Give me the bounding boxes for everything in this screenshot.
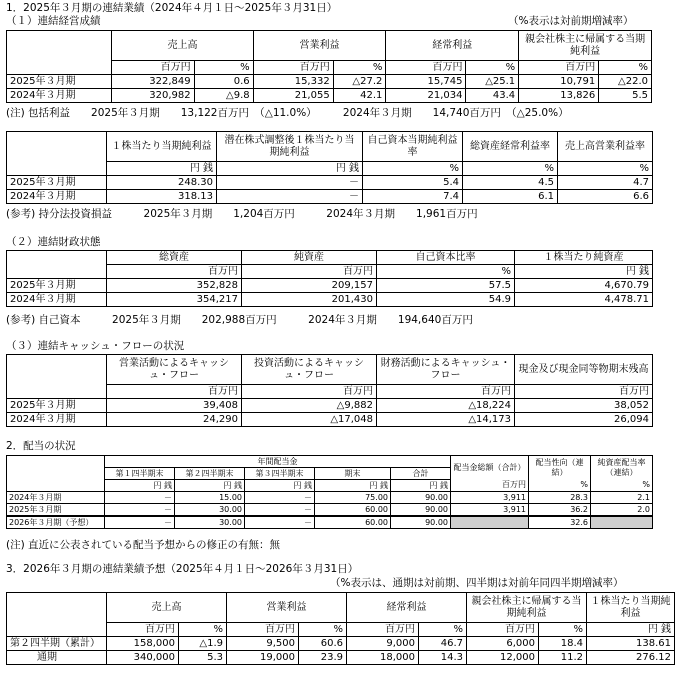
th-payout: 配当性向（連結） <box>529 456 591 480</box>
unit: % <box>591 480 653 492</box>
row-label: 2024年３月期 <box>7 89 112 103</box>
unit: % <box>539 623 587 637</box>
cell: － <box>217 176 363 190</box>
th-fin-cf: 財務活動によるキャッシュ・フロー <box>377 355 515 385</box>
row-label: 2025年３月期 <box>7 176 107 190</box>
cell-shaded <box>451 516 529 529</box>
section1-t2-note: (参考) 持分法投資損益 2025年３月期 1,204百万円 2024年３月期 1,961百万円 <box>6 208 478 220</box>
cell: 23.9 <box>299 651 347 665</box>
section4-title: 2．配当の状況 <box>6 440 76 452</box>
cell: 18,000 <box>347 651 419 665</box>
table-row <box>7 89 652 103</box>
th-roa: 総資産経常利益率 <box>463 132 558 162</box>
th-bps: １株当たり純資産 <box>515 251 653 265</box>
th-sales: 売上高 <box>107 593 227 623</box>
cell: 158,000 <box>107 637 179 651</box>
row-label: 2024年３月期 <box>7 413 107 427</box>
row-label: 2024年３月期 <box>7 293 107 307</box>
row-label: 2025年３月期 <box>7 399 107 413</box>
table-row <box>7 516 653 529</box>
section2-note: (参考) 自己資本 2025年３月期 202,988百万円 2024年３月期 194,640百万円 <box>6 314 473 326</box>
unit: 百万円 <box>242 385 377 399</box>
cell: － <box>105 492 175 504</box>
unit: 百万円 <box>347 623 419 637</box>
cell: 54.9 <box>377 293 515 307</box>
table-row <box>7 293 653 307</box>
cell: △18,224 <box>377 399 515 413</box>
unit: % <box>558 162 653 176</box>
cell: △14,173 <box>377 413 515 427</box>
table-row <box>7 504 653 517</box>
unit: 百万円 <box>467 623 539 637</box>
cell: 30.00 <box>175 516 245 529</box>
cell: 90.00 <box>391 492 451 504</box>
table-row <box>7 651 675 665</box>
table-row <box>7 176 653 190</box>
th-year-end: 期末 <box>315 468 391 480</box>
th-assets: 総資産 <box>107 251 242 265</box>
cell: 18.4 <box>539 637 587 651</box>
th-ord: 経常利益 <box>386 31 519 61</box>
unit: 円 銭 <box>245 480 315 492</box>
cell: － <box>105 516 175 529</box>
unit: 百万円 <box>107 623 179 637</box>
unit: 百万円 <box>515 385 653 399</box>
unit: 円 銭 <box>105 480 175 492</box>
unit: 百万円 <box>107 385 242 399</box>
unit: % <box>299 623 347 637</box>
section2-sub: （２）連結財政状態 <box>6 236 101 248</box>
cell: △9,882 <box>242 399 377 413</box>
cell: 36.2 <box>529 504 591 517</box>
section5-note-right: （%表示は、通期は対前期、四半期は対前年同四半期増減率） <box>330 577 624 589</box>
cell: △1.9 <box>179 637 227 651</box>
unit: 百万円 <box>451 480 529 492</box>
cell: 4,478.71 <box>515 293 653 307</box>
cell: 322,849 <box>112 75 194 89</box>
cell: 352,828 <box>107 279 242 293</box>
table-forecast <box>6 592 675 665</box>
cell: － <box>245 504 315 517</box>
unit: 百万円 <box>112 61 194 75</box>
th-q1: 第１四半期末 <box>105 468 175 480</box>
cell: 13,826 <box>519 89 599 103</box>
th-equity-ratio: 自己資本比率 <box>377 251 515 265</box>
cell: 340,000 <box>107 651 179 665</box>
th-q3: 第３四半期末 <box>245 468 315 480</box>
cell: 90.00 <box>391 516 451 529</box>
cell: 39,408 <box>107 399 242 413</box>
cell: － <box>217 190 363 204</box>
cell: 4.7 <box>558 176 653 190</box>
cell: 21,034 <box>386 89 466 103</box>
unit: 百万円 <box>519 61 599 75</box>
unit: % <box>333 61 386 75</box>
th-cash: 現金及び現金同等物期末残高 <box>515 355 653 385</box>
cell: 75.00 <box>315 492 391 504</box>
cell: 2.0 <box>591 504 653 517</box>
cell: 26,094 <box>515 413 653 427</box>
cell: 209,157 <box>242 279 377 293</box>
table-row <box>7 413 653 427</box>
table-row <box>7 279 653 293</box>
th-net-assets: 純資産 <box>242 251 377 265</box>
unit: 百万円 <box>377 385 515 399</box>
cell: △27.2 <box>333 75 386 89</box>
table-row <box>7 190 653 204</box>
cell: △9.8 <box>194 89 253 103</box>
table-per-share <box>6 131 653 204</box>
th-op-cf: 営業活動によるキャッシュ・フロー <box>107 355 242 385</box>
row-label: 2025年３月期 <box>7 75 112 89</box>
cell: 42.1 <box>333 89 386 103</box>
unit: % <box>529 480 591 492</box>
cell: 21,055 <box>253 89 333 103</box>
cell: 9,500 <box>227 637 299 651</box>
cell: 6.1 <box>463 190 558 204</box>
cell: 11.2 <box>539 651 587 665</box>
cell: 12,000 <box>467 651 539 665</box>
unit: 円 銭 <box>587 623 675 637</box>
cell: 7.4 <box>363 190 463 204</box>
cell: 3,911 <box>451 504 529 517</box>
cell: 9,000 <box>347 637 419 651</box>
cell: 201,430 <box>242 293 377 307</box>
th-div-total: 配当金総額（合計） <box>451 456 529 480</box>
table-cash-flow <box>6 354 653 427</box>
unit: 円 銭 <box>315 480 391 492</box>
cell: 354,217 <box>107 293 242 307</box>
unit: 円 銭 <box>391 480 451 492</box>
cell: 4.5 <box>463 176 558 190</box>
table-row <box>7 75 652 89</box>
unit: % <box>419 623 467 637</box>
cell-shaded <box>591 516 653 529</box>
cell: 19,000 <box>227 651 299 665</box>
cell: 318.13 <box>107 190 217 204</box>
cell: △22.0 <box>599 75 652 89</box>
section1-note-right: （%表示は対前期増減率） <box>508 15 634 27</box>
cell: 5.3 <box>179 651 227 665</box>
cell: 24,290 <box>107 413 242 427</box>
cell: 5.4 <box>363 176 463 190</box>
section1-title: 1．2025年３月期の連結業績（2024年４月１日～2025年３月31日） <box>6 2 338 14</box>
th-eps: １株当たり当期純利益 <box>107 132 217 162</box>
cell: 15,745 <box>386 75 466 89</box>
row-label: 2025年３月期 <box>7 279 107 293</box>
table-dividends <box>6 455 653 529</box>
th-diluted-eps: 潜在株式調整後１株当たり当期純利益 <box>217 132 363 162</box>
cell: 138.61 <box>587 637 675 651</box>
section5-title: 3．2026年３月期の連結業績予想（2025年４月１日～2026年３月31日） <box>6 563 359 575</box>
row-label: 2024年３月期 <box>7 492 105 504</box>
table-row <box>7 399 653 413</box>
cell: 28.3 <box>529 492 591 504</box>
th-net: 親会社株主に帰属する当期純利益 <box>519 31 652 61</box>
cell: － <box>245 492 315 504</box>
cell: 10,791 <box>519 75 599 89</box>
cell: 90.00 <box>391 504 451 517</box>
cell: 320,982 <box>112 89 194 103</box>
th-net: 親会社株主に帰属する当期純利益 <box>467 593 587 623</box>
cell: 46.7 <box>419 637 467 651</box>
table-row <box>7 492 653 504</box>
th-eps: １株当たり当期純利益 <box>587 593 675 623</box>
th-roe: 自己資本当期純利益率 <box>363 132 463 162</box>
th-inv-cf: 投資活動によるキャッシュ・フロー <box>242 355 377 385</box>
row-label: 第２四半期（累計） <box>7 637 107 651</box>
table-financial-position <box>6 250 653 307</box>
th-annual-dividend: 年間配当金 <box>105 456 451 468</box>
unit: % <box>363 162 463 176</box>
cell: 2.1 <box>591 492 653 504</box>
unit: 円 銭 <box>515 265 653 279</box>
unit: % <box>179 623 227 637</box>
section1-note: (注) 包括利益 2025年３月期 13,122百万円 （△11.0%） 2024年３月期 14,740百万円 （△25.0%） <box>6 107 569 119</box>
th-total: 合計 <box>391 468 451 480</box>
row-label: 2026年３月期（予想） <box>7 516 105 529</box>
cell: － <box>105 504 175 517</box>
section4-note: (注) 直近に公表されている配当予想からの修正の有無：無 <box>6 539 281 551</box>
th-doe: 純資産配当率（連結） <box>591 456 653 480</box>
section3-sub: （３）連結キャッシュ・フローの状況 <box>6 340 185 352</box>
unit: 円 銭 <box>217 162 363 176</box>
cell: 5.5 <box>599 89 652 103</box>
unit: % <box>466 61 519 75</box>
cell: 32.6 <box>529 516 591 529</box>
unit: 百万円 <box>107 265 242 279</box>
unit: 円 銭 <box>107 162 217 176</box>
table-results <box>6 30 652 103</box>
unit: % <box>194 61 253 75</box>
cell: 60.6 <box>299 637 347 651</box>
cell: 6.6 <box>558 190 653 204</box>
unit: 百万円 <box>253 61 333 75</box>
th-sales: 売上高 <box>112 31 253 61</box>
cell: 3,911 <box>451 492 529 504</box>
unit: 百万円 <box>242 265 377 279</box>
cell: 43.4 <box>466 89 519 103</box>
th-q2: 第２四半期末 <box>175 468 245 480</box>
cell: 60.00 <box>315 504 391 517</box>
section1-sub: （１）連結経営成績 <box>6 15 101 27</box>
cell: 30.00 <box>175 504 245 517</box>
unit: % <box>377 265 515 279</box>
th-ord: 経常利益 <box>347 593 467 623</box>
cell: 248.30 <box>107 176 217 190</box>
cell: 4,670.79 <box>515 279 653 293</box>
th-op: 営業利益 <box>253 31 386 61</box>
cell: － <box>245 516 315 529</box>
cell: 15,332 <box>253 75 333 89</box>
unit: 円 銭 <box>175 480 245 492</box>
unit: 百万円 <box>386 61 466 75</box>
cell: 60.00 <box>315 516 391 529</box>
cell: 276.12 <box>587 651 675 665</box>
cell: 38,052 <box>515 399 653 413</box>
unit: % <box>599 61 652 75</box>
table-row <box>7 637 675 651</box>
cell: 6,000 <box>467 637 539 651</box>
row-label: 2024年３月期 <box>7 190 107 204</box>
cell: 0.6 <box>194 75 253 89</box>
cell: 14.3 <box>419 651 467 665</box>
cell: △17,048 <box>242 413 377 427</box>
cell: 57.5 <box>377 279 515 293</box>
unit: % <box>463 162 558 176</box>
cell: △25.1 <box>466 75 519 89</box>
unit: 百万円 <box>227 623 299 637</box>
th-margin: 売上高営業利益率 <box>558 132 653 162</box>
cell: 15.00 <box>175 492 245 504</box>
row-label: 通期 <box>7 651 107 665</box>
row-label: 2025年３月期 <box>7 504 105 517</box>
th-op: 営業利益 <box>227 593 347 623</box>
